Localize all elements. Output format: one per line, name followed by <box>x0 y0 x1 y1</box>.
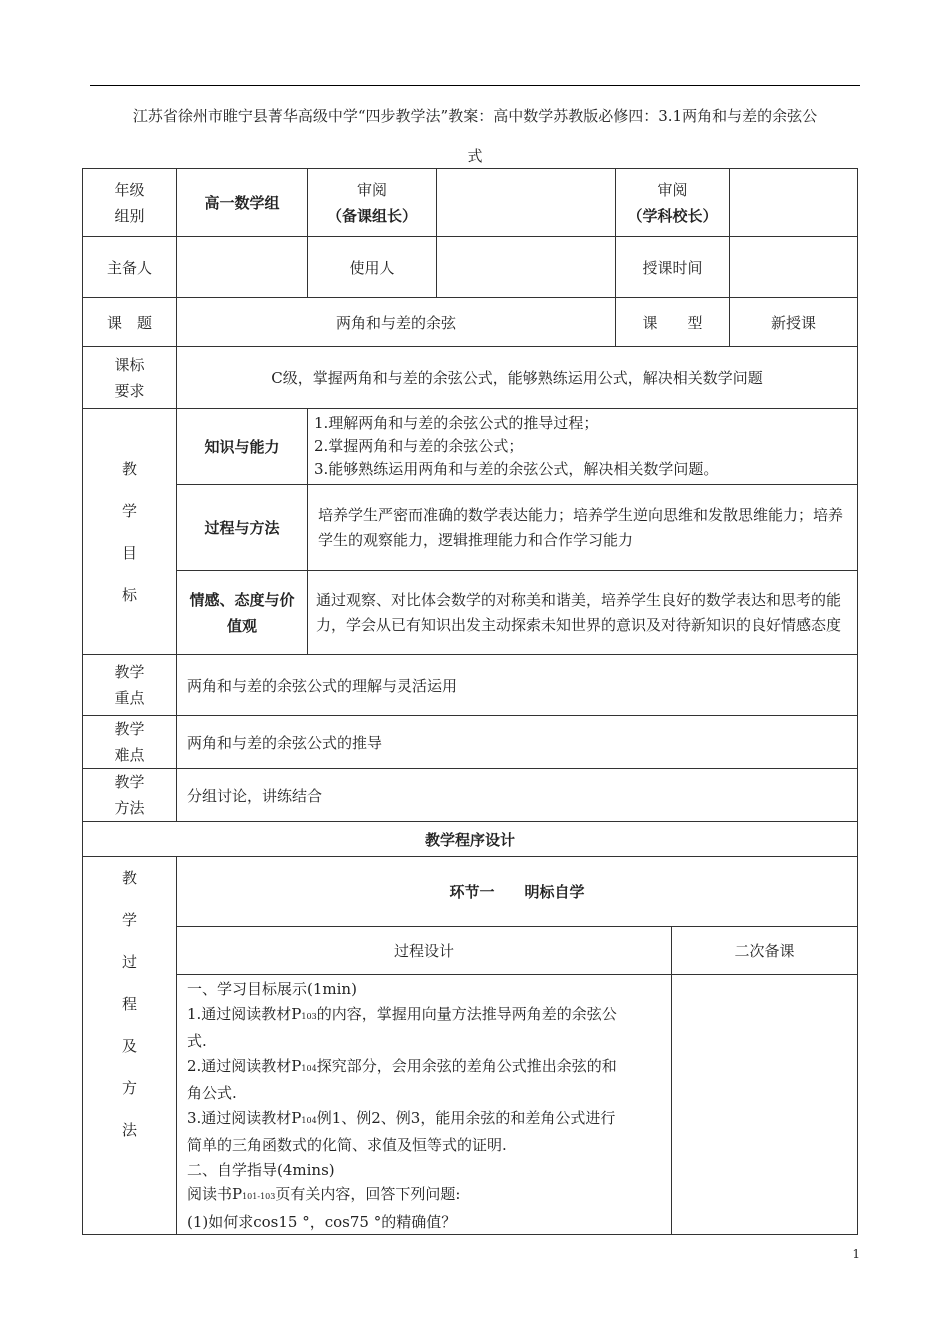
knowledge-label: 知识与能力 <box>177 409 308 485</box>
teaching-time-value <box>730 237 858 298</box>
user-label: 使用人 <box>308 237 437 298</box>
difficulty-value: 两角和与差的余弦公式的推导 <box>177 716 858 769</box>
content-line: 一、学习目标展示(1min) <box>187 980 357 998</box>
method-value: 分组讨论，讲练结合 <box>177 769 858 822</box>
row-program-title <box>83 822 858 857</box>
content-line: 2.通过阅读教材P104探究部分，会用余弦的差角公式推出余弦的和 <box>187 1056 617 1075</box>
method-label: 教学 方法 <box>83 769 177 822</box>
document-title-line1: 江苏省徐州市睢宁县菁华高级中学“四步教学法”教案：高中数学苏教版必修四：3.1两角和与差的余弦公 <box>132 107 818 125</box>
row-goal-process <box>83 485 858 571</box>
row-difficulty <box>83 716 858 769</box>
emotion-values-content: 通过观察、对比体会数学的对称美和谐美，培养学生良好的数学表达和思考的能力，学会从已有知识出发主动探索未知世界的意识及对待新知识的良好情感态度 <box>308 571 858 655</box>
page-number: 1 <box>852 1247 860 1261</box>
header-rule <box>90 85 860 86</box>
topic-label: 课 题 <box>83 298 177 347</box>
row-standard <box>83 347 858 409</box>
emotion-values-label: 情感、态度与价 值观 <box>177 571 308 655</box>
topic-value: 两角和与差的余弦 <box>177 298 616 347</box>
process-method-label: 过程与方法 <box>177 485 308 571</box>
content-line: 二、自学指导(4mins) <box>187 1160 335 1179</box>
process-content <box>177 975 672 1235</box>
program-design-title: 教学程序设计 <box>83 822 858 857</box>
lesson-type-label: 课 型 <box>616 298 730 347</box>
grade-group-label: 年级 组别 <box>83 169 177 237</box>
content-line: (1)如何求cos15 °，cos75 °的精确值？ <box>187 1212 457 1231</box>
teaching-goals-label: 教 学 目 标 <box>83 409 177 655</box>
knowledge-content: 1.理解两角和与差的余弦公式的推导过程； 2.掌握两角和与差的余弦公式； 3.能够熟练运用两角和与差的余弦公式，解决相关数学问题。 <box>308 409 858 485</box>
process-design-header: 过程设计 <box>177 927 672 975</box>
process-method-content: 培养学生严密而准确的数学表达能力；培养学生逆向思维和发散思维能力；培养学生的观察能力，逻辑推理能力和合作学习能力 <box>308 485 858 571</box>
review-group-leader-value <box>437 169 616 237</box>
review-group-leader-label: 审阅 （备课组长） <box>308 169 437 237</box>
review-principal-label: 审阅 （学科校长） <box>616 169 730 237</box>
row-grade <box>83 169 858 237</box>
content-line: 1.通过阅读教材P103的内容，掌握用向量方法推导两角差的余弦公 <box>187 1004 617 1023</box>
content-line: 3.通过阅读教材P104例1、例2、例3，能用余弦的和差角公式进行 <box>187 1108 616 1127</box>
document-title-line2: 式 <box>467 147 483 165</box>
row-section-title <box>83 857 858 927</box>
teaching-time-label: 授课时间 <box>616 237 730 298</box>
section-title: 环节一 明标自学 <box>177 857 858 927</box>
preparer-value <box>177 237 308 298</box>
key-point-value: 两角和与差的余弦公式的理解与灵活运用 <box>177 655 858 716</box>
preparer-label: 主备人 <box>83 237 177 298</box>
content-line: 简单的三角函数式的化简、求值及恒等式的证明. <box>187 1136 507 1154</box>
row-topic <box>83 298 858 347</box>
teaching-process-label: 教 学 过 程 及 方 法 <box>83 857 177 1235</box>
content-line: 式. <box>187 1032 207 1050</box>
row-method <box>83 769 858 822</box>
key-point-label: 教学 重点 <box>83 655 177 716</box>
lesson-type-value: 新授课 <box>730 298 858 347</box>
content-line: 角公式. <box>187 1084 237 1102</box>
lesson-plan-table <box>82 168 858 1235</box>
secondary-prep-header: 二次备课 <box>672 927 858 975</box>
content-line: 阅读书P101-103页有关内容，回答下列问题: <box>187 1185 461 1203</box>
difficulty-label: 教学 难点 <box>83 716 177 769</box>
row-goal-emotion <box>83 571 858 655</box>
standard-value: C级，掌握两角和与差的余弦公式，能够熟练运用公式，解决相关数学问题 <box>177 347 858 409</box>
row-goal-knowledge <box>83 409 858 485</box>
secondary-prep-content <box>672 975 858 1235</box>
standard-label: 课标 要求 <box>83 347 177 409</box>
review-principal-value <box>730 169 858 237</box>
user-value <box>437 237 616 298</box>
document-title <box>84 96 866 176</box>
row-key-point <box>83 655 858 716</box>
row-process-content <box>83 975 858 1235</box>
grade-group-value: 高一数学组 <box>177 169 308 237</box>
row-column-headers <box>83 927 858 975</box>
row-preparer <box>83 237 858 298</box>
